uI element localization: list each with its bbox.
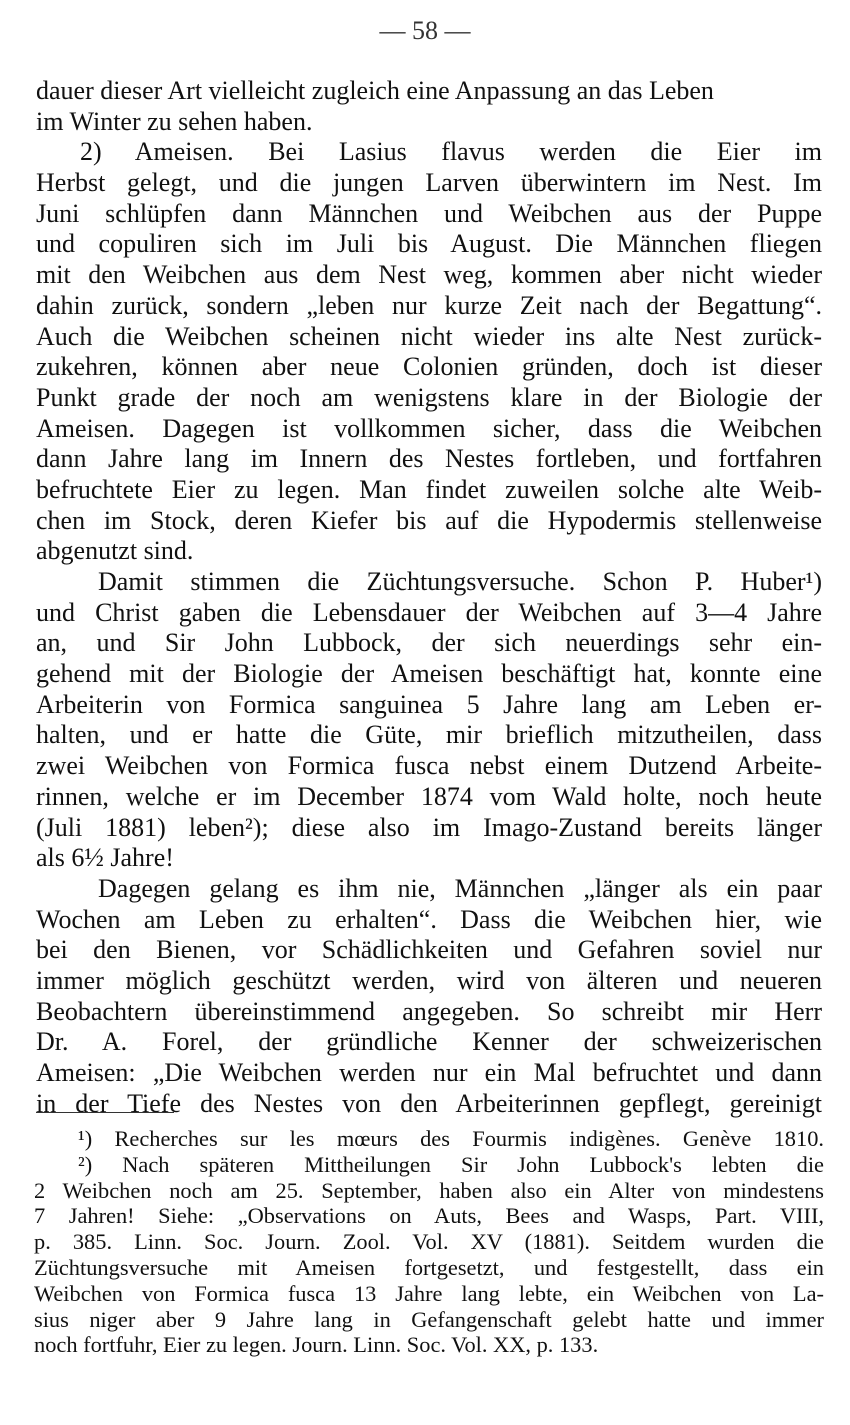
footnote-line: 2 Weibchen noch am 25. September, haben also ein Alter von mindestens [34, 1177, 824, 1203]
text-line: befruchtete Eier zu legen. Man findet zuweilen solche alte Weib- [36, 474, 822, 504]
text-line: dauer dieser Art vielleicht zugleich eine Anpassung an das Leben [36, 76, 714, 105]
text-line: Punkt grade der noch am wenigstens klare in der Biologie der [36, 382, 822, 412]
footnote-line: noch fortfuhr, Eier zu legen. Journ. Linn. Soc. Vol. XX, p. 133. [34, 1332, 599, 1358]
footnote-line: sius niger aber 9 Jahre lang in Gefangenschaft gelebt hatte und immer [34, 1306, 824, 1332]
footnote-line: ²) Nach späteren Mittheilungen Sir John Lubbock's lebten die [78, 1151, 824, 1177]
text-line: 2) Ameisen. Bei Lasius flavus werden die Eier im [80, 137, 822, 167]
text-line: Ameisen. Dagegen ist vollkommen sicher, dass die Weibchen [36, 413, 822, 443]
text-line: halten, und er hatte die Güte, mir brieflich mitzutheilen, dass [36, 720, 822, 750]
text-line: Dagegen gelang es ihm nie, Männchen „länger als ein paar [98, 873, 822, 903]
main-text [36, 76, 822, 1119]
text-line: Auch die Weibchen scheinen nicht wieder ins alte Nest zurück- [36, 321, 822, 351]
text-line: immer möglich geschützt werden, wird von älteren und neueren [36, 965, 822, 995]
text-line: chen im Stock, deren Kiefer bis auf die Hypodermis stellenweise [36, 505, 822, 535]
page-number: — 58 — [379, 16, 471, 45]
text-line: Damit stimmen die Züchtungsversuche. Schon P. Huber¹) [98, 567, 822, 596]
text-line: Herbst gelegt, und die jungen Larven überwintern im Nest. Im [36, 168, 822, 198]
text-line: an, und Sir John Lubbock, der sich neuerdings sehr ein- [36, 628, 822, 658]
text-line: Wochen am Leben zu erhalten“. Dass die Weibchen hier, wie [36, 904, 822, 934]
text-line: Juni schlüpfen dann Männchen und Weibchen aus der Puppe [36, 198, 822, 228]
text-line: mit den Weibchen aus dem Nest weg, kommen aber nicht wieder [36, 260, 822, 290]
text-line: in der Tiefe des Nestes von den Arbeiterinnen gepflegt, gereinigt [36, 1088, 822, 1118]
text-line: abgenutzt sind. [36, 536, 194, 566]
footnotes [34, 1126, 824, 1358]
text-line: (Juli 1881) leben²); diese also im Imago-Zustand bereits länger [36, 812, 822, 842]
text-line: Arbeiterin von Formica sanguinea 5 Jahre lang am Leben er- [36, 689, 822, 719]
text-line: dann Jahre lang im Innern des Nestes fortleben, und fortfahren [36, 444, 822, 474]
footnote-line: Weibchen von Formica fusca 13 Jahre lang lebte, ein Weibchen von La- [34, 1280, 824, 1306]
text-line: zukehren, können aber neue Colonien gründen, doch ist dieser [36, 352, 822, 382]
text-line: Dr. A. Forel, der gründliche Kenner der schweizerischen [36, 1027, 822, 1057]
text-line: Ameisen: „Die Weibchen werden nur ein Mal befruchtet und dann [36, 1058, 822, 1087]
text-line: und copuliren sich im Juli bis August. Die Männchen fliegen [36, 229, 822, 259]
footnote-line: ¹) Recherches sur les mœurs des Fourmis indigènes. Genève 1810. [78, 1126, 824, 1151]
footnote-divider [36, 1112, 174, 1113]
text-line: im Winter zu sehen haben. [36, 106, 313, 136]
text-line: dahin zurück, sondern „leben nur kurze Zeit nach der Begattung“. [36, 290, 822, 320]
footnote-line: Züchtungsversuche mit Ameisen fortgesetzt, und festgestellt, dass ein [34, 1254, 824, 1280]
text-line: bei den Bienen, vor Schädlichkeiten und Gefahren soviel nur [36, 935, 822, 965]
text-line: Beobachtern übereinstimmend angegeben. So schreibt mir Herr [36, 996, 822, 1026]
text-line: gehend mit der Biologie der Ameisen beschäftigt hat, konnte eine [36, 659, 822, 689]
text-line: zwei Weibchen von Formica fusca nebst einem Dutzend Arbeite- [36, 751, 822, 781]
text-line: und Christ gaben die Lebensdauer der Weibchen auf 3—4 Jahre [36, 597, 822, 627]
text-line: als 6½ Jahre! [36, 843, 174, 873]
text-line: rinnen, welche er im December 1874 vom Wald holte, noch heute [36, 781, 822, 811]
footnote-line: 7 Jahren! Siehe: „Observations on Auts, Bees and Wasps, Part. VIII, [34, 1203, 824, 1229]
footnote-line: p. 385. Linn. Soc. Journ. Zool. Vol. XV (1881). Seitdem wurden die [34, 1229, 824, 1255]
